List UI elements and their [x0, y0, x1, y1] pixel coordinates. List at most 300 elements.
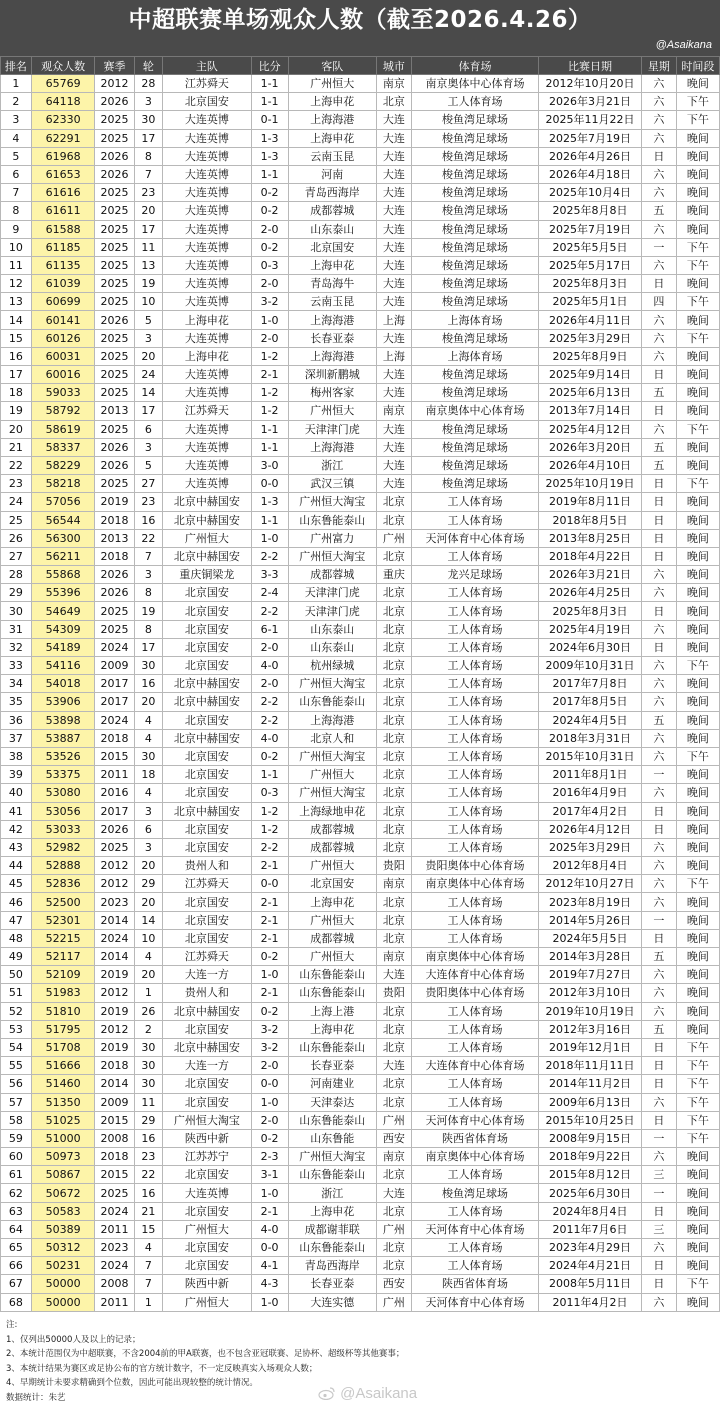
attendance-cell: 51708 [31, 1038, 95, 1056]
city-cell: 北京 [376, 747, 411, 765]
table-row [1, 329, 720, 347]
home-team-cell: 北京国安 [163, 1202, 251, 1220]
score-cell: 1-0 [251, 1293, 288, 1311]
home-team-cell: 大连英博 [163, 329, 251, 347]
city-cell: 大连 [376, 966, 411, 984]
round-cell: 20 [134, 966, 163, 984]
season-cell: 2023 [95, 1239, 134, 1257]
table-row [1, 1148, 720, 1166]
city-cell: 上海 [376, 311, 411, 329]
statistician-credit: 数据统计：朱艺 [6, 1392, 66, 1403]
stadium-cell: 梭鱼湾足球场 [411, 129, 538, 147]
score-cell: 2-0 [251, 1057, 288, 1075]
rank-cell: 12 [1, 275, 32, 293]
score-cell: 1-3 [251, 129, 288, 147]
home-team-cell: 大连英博 [163, 147, 251, 165]
attendance-cell: 64118 [31, 93, 95, 111]
attendance-cell: 52215 [31, 929, 95, 947]
col-header-timeslot: 时间段 [676, 57, 719, 75]
score-cell: 1-1 [251, 93, 288, 111]
table-row [1, 93, 720, 111]
attendance-cell: 58792 [31, 402, 95, 420]
city-cell: 南京 [376, 875, 411, 893]
stadium-cell: 梭鱼湾足球场 [411, 165, 538, 183]
table-row [1, 147, 720, 165]
season-cell: 2024 [95, 711, 134, 729]
away-team-cell: 长春亚泰 [288, 1275, 376, 1293]
rank-cell: 35 [1, 693, 32, 711]
season-cell: 2025 [95, 184, 134, 202]
score-cell: 2-0 [251, 1111, 288, 1129]
match-date-cell: 2009年6月13日 [539, 1093, 642, 1111]
stadium-cell: 天河体育中心体育场 [411, 529, 538, 547]
weekday-cell: 日 [641, 366, 676, 384]
round-cell: 22 [134, 529, 163, 547]
away-team-cell: 山东鲁能泰山 [288, 984, 376, 1002]
home-team-cell: 大连英博 [163, 1184, 251, 1202]
home-team-cell: 北京国安 [163, 1020, 251, 1038]
season-cell: 2015 [95, 1111, 134, 1129]
rank-cell: 33 [1, 657, 32, 675]
home-team-cell: 上海申花 [163, 311, 251, 329]
rank-cell: 31 [1, 620, 32, 638]
rank-cell: 14 [1, 311, 32, 329]
round-cell: 23 [134, 1148, 163, 1166]
home-team-cell: 大连英博 [163, 438, 251, 456]
home-team-cell: 北京国安 [163, 620, 251, 638]
season-cell: 2013 [95, 402, 134, 420]
away-team-cell: 大连实德 [288, 1293, 376, 1311]
score-cell: 3-1 [251, 1166, 288, 1184]
score-cell: 3-0 [251, 456, 288, 474]
home-team-cell: 北京中赫国安 [163, 675, 251, 693]
season-cell: 2017 [95, 675, 134, 693]
city-cell: 北京 [376, 584, 411, 602]
match-date-cell: 2018年3月31日 [539, 729, 642, 747]
round-cell: 3 [134, 93, 163, 111]
rank-cell: 66 [1, 1257, 32, 1275]
city-cell: 南京 [376, 75, 411, 93]
stadium-cell: 梭鱼湾足球场 [411, 366, 538, 384]
season-cell: 2019 [95, 966, 134, 984]
away-team-cell: 长春亚泰 [288, 1057, 376, 1075]
rank-cell: 42 [1, 820, 32, 838]
home-team-cell: 贵州人和 [163, 857, 251, 875]
match-date-cell: 2014年11月2日 [539, 1075, 642, 1093]
away-team-cell: 深圳新鹏城 [288, 366, 376, 384]
home-team-cell: 广州恒大 [163, 529, 251, 547]
score-cell: 6-1 [251, 620, 288, 638]
match-date-cell: 2025年5月1日 [539, 293, 642, 311]
match-date-cell: 2012年8月4日 [539, 857, 642, 875]
weekday-cell: 日 [641, 1038, 676, 1056]
home-team-cell: 北京中赫国安 [163, 1002, 251, 1020]
match-date-cell: 2018年9月22日 [539, 1148, 642, 1166]
score-cell: 1-3 [251, 493, 288, 511]
time-slot-cell: 晚间 [676, 566, 719, 584]
table-row [1, 584, 720, 602]
table-row [1, 1239, 720, 1257]
season-cell: 2026 [95, 820, 134, 838]
stadium-cell: 工人体育场 [411, 929, 538, 947]
weekday-cell: 六 [641, 184, 676, 202]
home-team-cell: 北京国安 [163, 1239, 251, 1257]
season-cell: 2025 [95, 475, 134, 493]
away-team-cell: 上海绿地申花 [288, 802, 376, 820]
table-row [1, 675, 720, 693]
season-cell: 2009 [95, 1093, 134, 1111]
weekday-cell: 日 [641, 529, 676, 547]
score-cell: 2-0 [251, 275, 288, 293]
city-cell: 大连 [376, 420, 411, 438]
score-cell: 0-2 [251, 238, 288, 256]
home-team-cell: 大连英博 [163, 111, 251, 129]
score-cell: 0-3 [251, 784, 288, 802]
round-cell: 6 [134, 820, 163, 838]
season-cell: 2025 [95, 602, 134, 620]
attendance-cell: 53080 [31, 784, 95, 802]
score-cell: 1-2 [251, 820, 288, 838]
weekday-cell: 六 [641, 329, 676, 347]
round-cell: 3 [134, 329, 163, 347]
weekday-cell: 日 [641, 638, 676, 656]
city-cell: 北京 [376, 93, 411, 111]
time-slot-cell: 晚间 [676, 838, 719, 856]
match-date-cell: 2014年3月28日 [539, 948, 642, 966]
season-cell: 2025 [95, 838, 134, 856]
season-cell: 2008 [95, 1129, 134, 1147]
stadium-cell: 工人体育场 [411, 657, 538, 675]
score-cell: 2-2 [251, 602, 288, 620]
rank-cell: 53 [1, 1020, 32, 1038]
match-date-cell: 2026年3月21日 [539, 93, 642, 111]
table-row [1, 1293, 720, 1311]
table-row [1, 638, 720, 656]
col-header-attendance: 观众人数 [31, 57, 95, 75]
match-date-cell: 2025年4月12日 [539, 420, 642, 438]
score-cell: 1-1 [251, 420, 288, 438]
table-row [1, 784, 720, 802]
match-date-cell: 2026年4月26日 [539, 147, 642, 165]
match-date-cell: 2026年4月12日 [539, 820, 642, 838]
table-row [1, 747, 720, 765]
home-team-cell: 重庆铜梁龙 [163, 566, 251, 584]
rank-cell: 10 [1, 238, 32, 256]
rank-cell: 1 [1, 75, 32, 93]
rank-cell: 65 [1, 1239, 32, 1257]
score-cell: 2-0 [251, 638, 288, 656]
stadium-cell: 南京奥体中心体育场 [411, 75, 538, 93]
city-cell: 北京 [376, 1257, 411, 1275]
match-date-cell: 2025年8月8日 [539, 202, 642, 220]
score-cell: 1-1 [251, 165, 288, 183]
match-date-cell: 2025年8月3日 [539, 602, 642, 620]
weekday-cell: 六 [641, 893, 676, 911]
away-team-cell: 山东泰山 [288, 220, 376, 238]
rank-cell: 54 [1, 1038, 32, 1056]
stadium-cell: 梭鱼湾足球场 [411, 220, 538, 238]
table-row [1, 911, 720, 929]
season-cell: 2016 [95, 784, 134, 802]
rank-cell: 51 [1, 984, 32, 1002]
rank-cell: 46 [1, 893, 32, 911]
table-row [1, 729, 720, 747]
city-cell: 大连 [376, 184, 411, 202]
table-row [1, 1075, 720, 1093]
attendance-cell: 58229 [31, 456, 95, 474]
season-cell: 2026 [95, 147, 134, 165]
time-slot-cell: 晚间 [676, 602, 719, 620]
time-slot-cell: 晚间 [676, 202, 719, 220]
rank-cell: 58 [1, 1111, 32, 1129]
away-team-cell: 上海海港 [288, 438, 376, 456]
home-team-cell: 北京中赫国安 [163, 547, 251, 565]
time-slot-cell: 晚间 [676, 1002, 719, 1020]
away-team-cell: 青岛西海岸 [288, 1257, 376, 1275]
away-team-cell: 武汉三镇 [288, 475, 376, 493]
weekday-cell: 六 [641, 220, 676, 238]
home-team-cell: 江苏舜天 [163, 402, 251, 420]
attendance-cell: 50672 [31, 1184, 95, 1202]
match-date-cell: 2014年5月26日 [539, 911, 642, 929]
stadium-cell: 梭鱼湾足球场 [411, 256, 538, 274]
match-date-cell: 2012年10月27日 [539, 875, 642, 893]
home-team-cell: 北京国安 [163, 893, 251, 911]
season-cell: 2026 [95, 311, 134, 329]
away-team-cell: 广州恒大淘宝 [288, 747, 376, 765]
match-date-cell: 2025年11月22日 [539, 111, 642, 129]
score-cell: 3-3 [251, 566, 288, 584]
stadium-cell: 上海体育场 [411, 347, 538, 365]
away-team-cell: 上海海港 [288, 711, 376, 729]
season-cell: 2019 [95, 1002, 134, 1020]
note-heading: 注: [6, 1320, 18, 1330]
home-team-cell: 北京国安 [163, 584, 251, 602]
city-cell: 北京 [376, 1239, 411, 1257]
home-team-cell: 上海申花 [163, 347, 251, 365]
match-date-cell: 2025年6月13日 [539, 384, 642, 402]
weekday-cell: 六 [641, 256, 676, 274]
stadium-cell: 工人体育场 [411, 511, 538, 529]
city-cell: 大连 [376, 384, 411, 402]
stadium-cell: 工人体育场 [411, 893, 538, 911]
home-team-cell: 北京国安 [163, 820, 251, 838]
note-item: 1、仅列出50000人及以上的记录； [6, 1334, 141, 1345]
stadium-cell: 贵阳奥体中心体育场 [411, 984, 538, 1002]
score-cell: 2-0 [251, 220, 288, 238]
attendance-cell: 50000 [31, 1275, 95, 1293]
table-row [1, 1093, 720, 1111]
away-team-cell: 上海申花 [288, 893, 376, 911]
stadium-cell: 贵阳奥体中心体育场 [411, 857, 538, 875]
time-slot-cell: 晚间 [676, 584, 719, 602]
note-item: 3、本统计结果为赛区或足协公布的官方统计数字，不一定反映真实入场观众人数； [6, 1363, 318, 1374]
score-cell: 4-0 [251, 657, 288, 675]
time-slot-cell: 下午 [676, 1038, 719, 1056]
attendance-cell: 51810 [31, 1002, 95, 1020]
round-cell: 5 [134, 456, 163, 474]
round-cell: 4 [134, 1239, 163, 1257]
attendance-cell: 50867 [31, 1166, 95, 1184]
season-cell: 2025 [95, 111, 134, 129]
home-team-cell: 北京中赫国安 [163, 511, 251, 529]
weekday-cell: 六 [641, 129, 676, 147]
home-team-cell: 北京中赫国安 [163, 493, 251, 511]
weekday-cell: 五 [641, 202, 676, 220]
rank-cell: 64 [1, 1220, 32, 1238]
time-slot-cell: 晚间 [676, 1148, 719, 1166]
round-cell: 11 [134, 1093, 163, 1111]
table-row [1, 238, 720, 256]
away-team-cell: 山东鲁能泰山 [288, 1239, 376, 1257]
score-cell: 2-2 [251, 711, 288, 729]
attendance-cell: 51025 [31, 1111, 95, 1129]
table-row [1, 456, 720, 474]
round-cell: 26 [134, 1002, 163, 1020]
season-cell: 2012 [95, 75, 134, 93]
away-team-cell: 成都谢菲联 [288, 1220, 376, 1238]
round-cell: 30 [134, 1057, 163, 1075]
stadium-cell: 南京奥体中心体育场 [411, 948, 538, 966]
stadium-cell: 工人体育场 [411, 1257, 538, 1275]
city-cell: 北京 [376, 838, 411, 856]
time-slot-cell: 晚间 [676, 929, 719, 947]
season-cell: 2025 [95, 202, 134, 220]
weekday-cell: 日 [641, 1257, 676, 1275]
season-cell: 2025 [95, 347, 134, 365]
season-cell: 2025 [95, 256, 134, 274]
attendance-cell: 50583 [31, 1202, 95, 1220]
table-row [1, 948, 720, 966]
time-slot-cell: 晚间 [676, 275, 719, 293]
weekday-cell: 五 [641, 384, 676, 402]
attendance-cell: 62330 [31, 111, 95, 129]
home-team-cell: 大连英博 [163, 384, 251, 402]
weekday-cell: 六 [641, 1239, 676, 1257]
time-slot-cell: 晚间 [676, 1166, 719, 1184]
table-row [1, 693, 720, 711]
round-cell: 30 [134, 111, 163, 129]
time-slot-cell: 晚间 [676, 966, 719, 984]
city-cell: 大连 [376, 238, 411, 256]
city-cell: 大连 [376, 438, 411, 456]
stadium-cell: 梭鱼湾足球场 [411, 202, 538, 220]
weekday-cell: 六 [641, 111, 676, 129]
city-cell: 广州 [376, 1293, 411, 1311]
table-row [1, 857, 720, 875]
match-date-cell: 2025年10月19日 [539, 475, 642, 493]
home-team-cell: 大连英博 [163, 275, 251, 293]
table-row [1, 984, 720, 1002]
time-slot-cell: 下午 [676, 875, 719, 893]
season-cell: 2026 [95, 165, 134, 183]
city-cell: 北京 [376, 1075, 411, 1093]
away-team-cell: 广州恒大 [288, 948, 376, 966]
away-team-cell: 成都蓉城 [288, 838, 376, 856]
city-cell: 大连 [376, 220, 411, 238]
rank-cell: 60 [1, 1148, 32, 1166]
city-cell: 北京 [376, 602, 411, 620]
rank-cell: 17 [1, 366, 32, 384]
round-cell: 4 [134, 729, 163, 747]
weekday-cell: 六 [641, 165, 676, 183]
stadium-cell: 工人体育场 [411, 1020, 538, 1038]
stadium-cell: 工人体育场 [411, 693, 538, 711]
round-cell: 8 [134, 620, 163, 638]
away-team-cell: 浙江 [288, 456, 376, 474]
round-cell: 8 [134, 584, 163, 602]
stadium-cell: 梭鱼湾足球场 [411, 475, 538, 493]
weekday-cell: 五 [641, 948, 676, 966]
time-slot-cell: 下午 [676, 93, 719, 111]
attendance-cell: 53056 [31, 802, 95, 820]
season-cell: 2018 [95, 1057, 134, 1075]
time-slot-cell: 晚间 [676, 802, 719, 820]
time-slot-cell: 下午 [676, 1111, 719, 1129]
attendance-cell: 58619 [31, 420, 95, 438]
season-cell: 2026 [95, 93, 134, 111]
attendance-cell: 61185 [31, 238, 95, 256]
home-team-cell: 广州恒大淘宝 [163, 1111, 251, 1129]
rank-cell: 13 [1, 293, 32, 311]
time-slot-cell: 下午 [676, 1075, 719, 1093]
home-team-cell: 北京国安 [163, 838, 251, 856]
match-date-cell: 2026年4月18日 [539, 165, 642, 183]
season-cell: 2011 [95, 766, 134, 784]
weekday-cell: 六 [641, 784, 676, 802]
score-cell: 2-1 [251, 911, 288, 929]
away-team-cell: 上海申花 [288, 93, 376, 111]
home-team-cell: 广州恒大 [163, 1293, 251, 1311]
round-cell: 17 [134, 220, 163, 238]
match-date-cell: 2025年6月30日 [539, 1184, 642, 1202]
stadium-cell: 梭鱼湾足球场 [411, 275, 538, 293]
score-cell: 1-1 [251, 438, 288, 456]
round-cell: 10 [134, 929, 163, 947]
rank-cell: 63 [1, 1202, 32, 1220]
stadium-cell: 工人体育场 [411, 602, 538, 620]
stadium-cell: 大连体育中心体育场 [411, 966, 538, 984]
time-slot-cell: 晚间 [676, 1202, 719, 1220]
table-row [1, 875, 720, 893]
weekday-cell: 日 [641, 929, 676, 947]
time-slot-cell: 晚间 [676, 129, 719, 147]
stadium-cell: 工人体育场 [411, 1075, 538, 1093]
season-cell: 2012 [95, 875, 134, 893]
score-cell: 0-2 [251, 202, 288, 220]
away-team-cell: 山东泰山 [288, 638, 376, 656]
time-slot-cell: 下午 [676, 1093, 719, 1111]
rank-cell: 61 [1, 1166, 32, 1184]
rank-cell: 16 [1, 347, 32, 365]
score-cell: 2-1 [251, 1202, 288, 1220]
rank-cell: 30 [1, 602, 32, 620]
city-cell: 北京 [376, 820, 411, 838]
stadium-cell: 工人体育场 [411, 1202, 538, 1220]
away-team-cell: 山东鲁能泰山 [288, 693, 376, 711]
home-team-cell: 大连英博 [163, 366, 251, 384]
city-cell: 北京 [376, 675, 411, 693]
time-slot-cell: 晚间 [676, 984, 719, 1002]
stadium-cell: 工人体育场 [411, 766, 538, 784]
city-cell: 北京 [376, 1002, 411, 1020]
round-cell: 20 [134, 857, 163, 875]
time-slot-cell: 晚间 [676, 620, 719, 638]
score-cell: 1-1 [251, 766, 288, 784]
attendance-cell: 54649 [31, 602, 95, 620]
score-cell: 2-2 [251, 547, 288, 565]
season-cell: 2025 [95, 1184, 134, 1202]
